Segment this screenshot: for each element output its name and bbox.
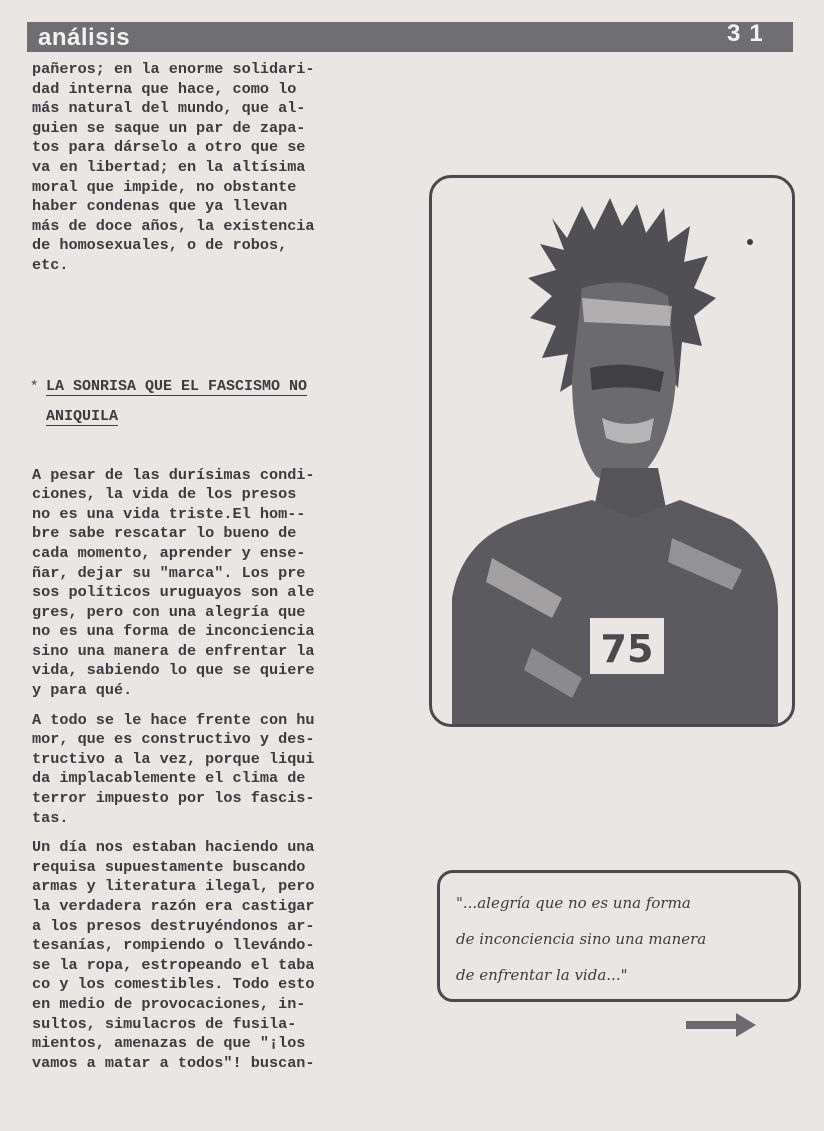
heading-line-1: LA SONRISA QUE EL FASCISMO NO <box>46 377 308 395</box>
text-line: bre sabe rescatar lo bueno de <box>32 524 297 543</box>
quote-line: de inconciencia sino una manera <box>456 930 707 948</box>
text-line: haber condenas que ya llevan <box>32 197 288 216</box>
page-number: 31 <box>727 20 772 47</box>
text-line: en medio de provocaciones, in- <box>32 994 306 1013</box>
text-line: sino una manera de enfrentar la <box>32 641 315 660</box>
paragraph-conditions <box>32 466 394 701</box>
text-line: vida, sabiendo lo que se quiere <box>32 661 315 680</box>
text-line: se la ropa, estropeando el taba <box>32 955 315 974</box>
text-line: no es una vida triste.El hom-- <box>32 504 306 523</box>
text-line: da implacablemente el clima de <box>32 769 306 788</box>
text-line: mor, que es constructivo y des- <box>32 730 315 749</box>
text-line: A todo se le hace frente con hu <box>32 710 315 729</box>
section-heading <box>32 372 394 432</box>
text-line: tesanías, rompiendo o llevándo- <box>32 936 315 955</box>
quote-line: de enfrentar la vida..." <box>456 966 628 984</box>
text-line: de homosexuales, o de robos, <box>32 236 288 255</box>
text-line: A pesar de las durísimas condi- <box>32 465 315 484</box>
text-line: no es una forma de inconciencia <box>32 622 315 641</box>
text-line: tructivo a la vez, porque liqui <box>32 749 315 768</box>
heading-bullet: * <box>30 378 39 395</box>
text-line: y para qué. <box>32 681 133 700</box>
article-column <box>32 60 394 1073</box>
text-line: co y los comestibles. Todo esto <box>32 975 315 994</box>
portrait-drawing <box>432 178 792 724</box>
text-line: vamos a matar a todos"! buscan- <box>32 1053 315 1072</box>
text-line: más natural del mundo, que al- <box>32 99 306 118</box>
text-line: pañeros; en la enorme solidari- <box>32 60 315 78</box>
text-line: armas y literatura ilegal, pero <box>32 877 315 896</box>
text-line: sultos, simulacros de fusila- <box>32 1014 297 1033</box>
intro-paragraph <box>32 60 394 276</box>
text-line: gres, pero con una alegría que <box>32 602 306 621</box>
text-line: tos para dárselo a otro que se <box>32 138 306 157</box>
text-line: requisa supuestamente buscando <box>32 857 306 876</box>
heading-line-2: ANIQUILA <box>46 407 119 425</box>
text-line: mientos, amenazas de que "¡los <box>32 1034 306 1053</box>
text-line: más de doce años, la existencia <box>32 216 315 235</box>
text-line: ciones, la vida de los presos <box>32 485 297 504</box>
text-line: moral que impide, no obstante <box>32 177 297 196</box>
paragraph-requisa <box>32 838 394 1073</box>
continue-arrow-icon <box>684 1010 758 1040</box>
prisoner-illustration <box>429 175 795 727</box>
pull-quote <box>437 870 801 1002</box>
quote-line: "...alegría que no es una forma <box>456 894 691 912</box>
text-line: va en libertad; en la altísima <box>32 157 306 176</box>
header-bar <box>27 22 793 52</box>
text-line: a los presos destruyéndonos ar- <box>32 916 315 935</box>
text-line: dad interna que hace, como lo <box>32 79 297 98</box>
text-line: tas. <box>32 808 69 827</box>
text-line: sos políticos uruguayos son ale <box>32 583 315 602</box>
text-line: ñar, dejar su "marca". Los pre <box>32 563 306 582</box>
section-label: análisis <box>38 24 131 51</box>
text-line: la verdadera razón era castigar <box>32 897 315 915</box>
text-line: terror impuesto por los fascis- <box>32 789 315 808</box>
text-line: cada momento, aprender y ense- <box>32 543 306 562</box>
bib-number: 75 <box>600 627 654 671</box>
text-line: Un día nos estaban haciendo una <box>32 838 315 857</box>
paragraph-humor <box>32 711 394 829</box>
text-line: etc. <box>32 255 69 274</box>
text-line: guien se saque un par de zapa- <box>32 118 306 137</box>
